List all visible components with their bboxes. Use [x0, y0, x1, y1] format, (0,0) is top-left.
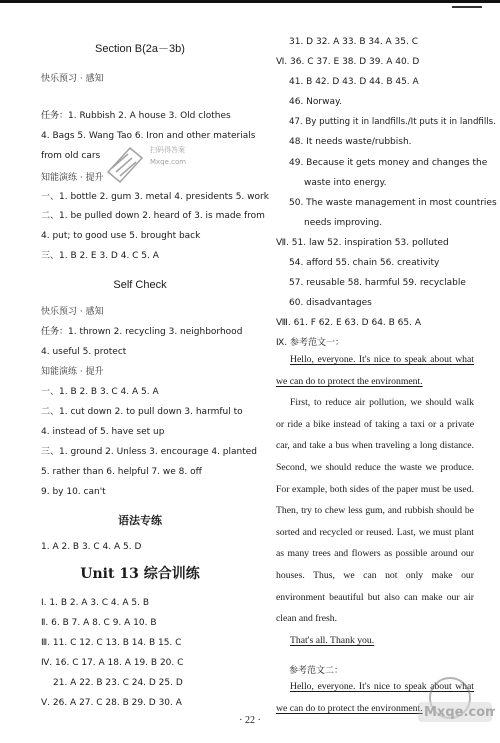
answer-row: 三、1. ground 2. Unless 3. encourage 4. planted	[41, 447, 258, 457]
answer-row: 4. useful 5. protect	[41, 347, 127, 357]
section-title: Section B(2a－3b)	[95, 43, 185, 55]
answer-row: 三、1. B 2. E 3. D 4. C 5. A	[41, 251, 159, 261]
answer-row: 60. disadvantages	[289, 298, 372, 308]
corner-mark	[452, 6, 482, 8]
essay-2-label: 参考范文二：	[289, 666, 344, 676]
answer-row: Ⅵ. 36. C 37. E 38. D 39. A 40. D	[276, 57, 420, 67]
watermark-logo-text: Mxqe.com	[424, 705, 495, 720]
answer-row: Ⅶ. 51. law 52. inspiration 53. polluted	[276, 238, 449, 248]
preview-header-2: 快乐预习 · 感知	[41, 307, 104, 317]
essay-2-opening: Hello, everyone. It's nice to speak about what we can do to protect the environment.	[276, 681, 474, 714]
answer-row: 一、1. B 2. B 3. C 4. A 5. A	[41, 387, 159, 397]
essay-closing: That's all. Thank you.	[290, 634, 375, 646]
answer-row: Ⅱ. 6. B 7. A 8. C 9. A 10. B	[41, 618, 157, 628]
svg-text:Mxqe.com: Mxqe.com	[150, 158, 187, 166]
answer-row: Ⅳ. 16. C 17. A 18. A 19. B 20. C	[41, 658, 184, 668]
answer-row: 54. afford 55. chain 56. creativity	[289, 258, 440, 268]
essay-body: First, to reduce air pollution, we should walk or ride a bike instead of taking a taxi or a private car, and take a bus when traveling a long distance. Second, we should reduce the waste we produce. For example, both sides of the paper must be used. Then, try to chew less gum, and rubbish should be sorted and recycled or reused. Last, we must plant as many trees and flowers as possible around our houses. Thus, we can not only make our environment beautiful but also can make our air clean and fresh.	[276, 397, 474, 625]
answer-row: 任务：1. Rubbish 2. A house 3. Old clothes	[41, 111, 231, 121]
practice-header-2: 知能演练 · 提升	[41, 367, 104, 377]
answer-row: Ⅸ. 参考范文一：	[276, 338, 344, 348]
answer-row: 9. by 10. can't	[41, 487, 106, 497]
answer-row: Ⅰ. 1. B 2. A 3. C 4. A 5. B	[41, 598, 150, 608]
essay-opening: Hello, everyone. It's nice to speak about what we can do to protect the environment.	[276, 354, 474, 387]
self-check-title: Self Check	[113, 279, 167, 291]
answer-row: 1. A 2. B 3. C 4. A 5. D	[41, 542, 142, 552]
answer-row: Ⅷ. 61. F 62. E 63. D 64. B 65. A	[276, 318, 422, 328]
answer-row: 49. Because it gets money and changes the	[289, 158, 488, 168]
watermark-corner-logo	[380, 672, 495, 740]
answer-row: 46. Norway.	[289, 97, 342, 107]
preview-header-1: 快乐预习 · 感知	[41, 74, 104, 84]
answer-row: waste into energy.	[304, 178, 387, 188]
answer-row: from old cars	[41, 151, 101, 161]
top-rule	[0, 0, 500, 3]
answer-row: 二、1. cut down 2. to pull down 3. harmful to	[41, 407, 243, 417]
answer-row: 4. Bags 5. Wang Tao 6. Iron and other materials	[41, 131, 256, 141]
answer-row: 50. The waste management in most countries	[289, 198, 497, 208]
page-number: · 22 ·	[239, 715, 261, 726]
answer-row: 4. put; to good use 5. brought back	[41, 231, 201, 241]
grammar-title: 语法专练	[118, 514, 162, 527]
answer-row: 48. It needs waste/rubbish.	[289, 137, 412, 147]
answer-row: 57. reusable 58. harmful 59. recyclable	[289, 278, 466, 288]
answer-row: 5. rather than 6. helpful 7. we 8. off	[41, 467, 202, 477]
answer-row: 47. By putting it in landfills./It puts it in landfills.	[289, 117, 496, 127]
answer-row: 一、1. bottle 2. gum 3. metal 4. presidents 5. work	[41, 192, 269, 202]
answer-row: Ⅴ. 26. A 27. C 28. B 29. D 30. A	[41, 698, 182, 708]
unit-title: Unit 13 综合训练	[80, 566, 200, 582]
answer-row: 任务：1. thrown 2. recycling 3. neighborhood	[41, 327, 243, 337]
watermark-stamp	[100, 132, 195, 187]
sample-essay-1	[276, 349, 474, 651]
practice-header-1: 知能演练 · 提升	[41, 173, 104, 183]
answer-row: needs improving.	[304, 218, 383, 228]
watermark-text: 扫码得答案	[150, 146, 185, 154]
answer-row: 31. D 32. A 33. B 34. A 35. C	[289, 37, 419, 47]
answer-row: 4. instead of 5. have set up	[41, 427, 165, 437]
answer-row: 二、1. be pulled down 2. heard of 3. is made from	[41, 211, 265, 221]
answer-row: 41. B 42. D 43. D 44. B 45. A	[289, 77, 419, 87]
answer-row: 21. A 22. B 23. C 24. D 25. D	[53, 678, 183, 688]
answer-row: Ⅲ. 11. C 12. C 13. B 14. B 15. C	[41, 638, 182, 648]
